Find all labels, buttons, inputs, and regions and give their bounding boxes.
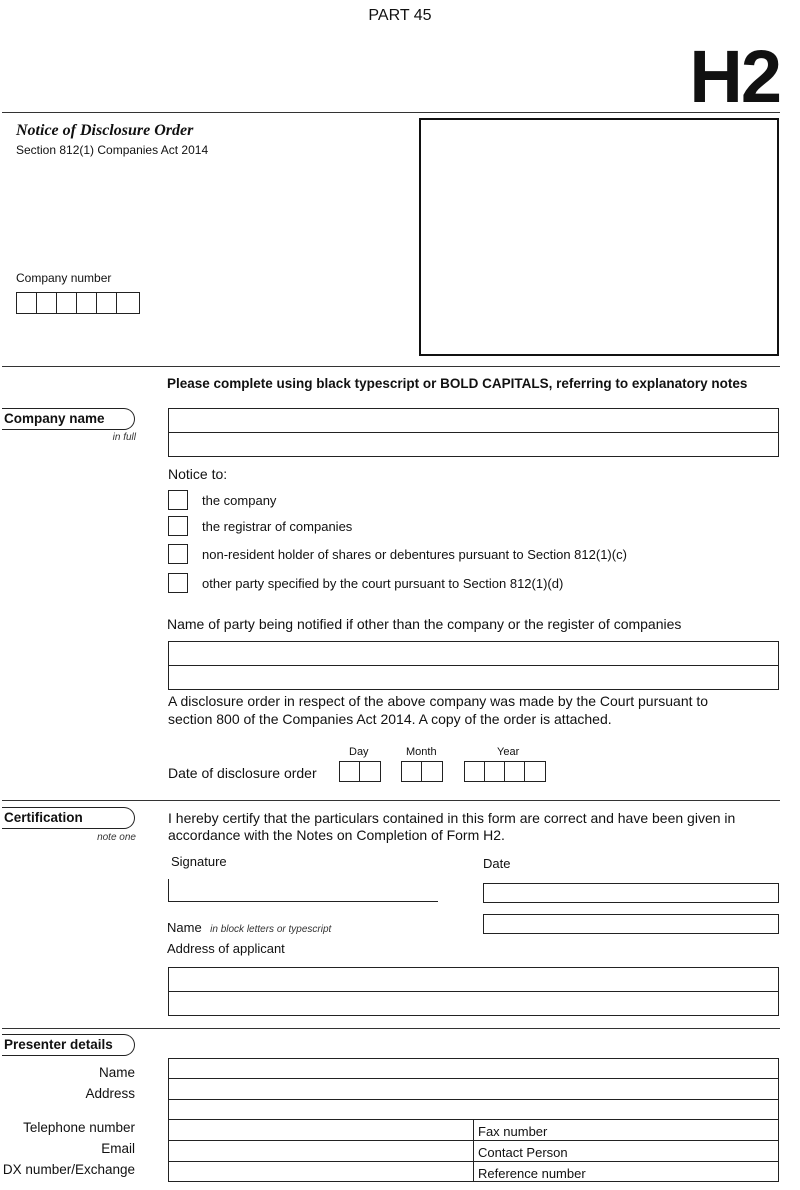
section-rule-3 [2, 1028, 780, 1029]
applicant-name-label: Name [167, 920, 202, 935]
party-name-field[interactable] [168, 641, 779, 690]
form-subtitle: Section 812(1) Companies Act 2014 [16, 143, 209, 157]
company-name-tab: Company name [2, 408, 135, 430]
instruction-text: Please complete using black typescript or BOLD CAPITALS, referring to explanatory notes [167, 376, 748, 391]
fax-number-label: Fax number [478, 1124, 548, 1139]
checkbox-the-company[interactable] [168, 490, 188, 510]
presenter-address-label: Address [85, 1086, 135, 1101]
company-number-label: Company number [16, 271, 112, 285]
office-use-box [419, 118, 779, 356]
presenter-telephone-label: Telephone number [23, 1120, 135, 1135]
section-rule-2 [2, 800, 780, 801]
company-name-field[interactable] [168, 408, 779, 457]
presenter-table [168, 1058, 779, 1182]
disclosure-month-field[interactable] [401, 761, 443, 782]
fax-number-field[interactable] [474, 1120, 778, 1141]
day-label: Day [349, 746, 369, 758]
option-the-company: the company [202, 493, 277, 508]
certification-date-field[interactable] [483, 883, 779, 903]
form-title: Notice of Disclosure Order [16, 122, 194, 139]
certification-date-label: Date [483, 856, 511, 871]
company-number-field[interactable] [16, 292, 140, 314]
form-code: H2 [689, 35, 780, 118]
presenter-name-label: Name [98, 1065, 135, 1080]
section-rule-1 [2, 366, 780, 367]
presenter-email-label: Email [101, 1141, 135, 1156]
presenter-address-field-2[interactable] [169, 1100, 778, 1120]
signature-field[interactable] [168, 879, 438, 902]
presenter-name-field[interactable] [169, 1059, 778, 1079]
disclosure-year-field[interactable] [464, 761, 546, 782]
company-name-note: in full [112, 432, 136, 443]
month-label: Month [406, 746, 437, 758]
option-registrar: the registrar of companies [202, 519, 353, 534]
signature-label: Signature [171, 854, 227, 869]
presenter-email-field[interactable] [169, 1141, 474, 1162]
presenter-address-field-1[interactable] [169, 1079, 778, 1100]
name-label-group [167, 919, 331, 937]
certification-tab: Certification [2, 807, 135, 829]
disclosure-statement-line2: section 800 of the Companies Act 2014. A copy of the order is attached. [168, 711, 612, 727]
contact-person-label: Contact Person [478, 1145, 568, 1160]
notice-to-label: Notice to: [168, 466, 228, 482]
year-label: Year [497, 746, 520, 758]
disclosure-day-field[interactable] [339, 761, 381, 782]
certification-note: note one [97, 832, 136, 843]
checkbox-registrar[interactable] [168, 516, 188, 536]
presenter-telephone-field[interactable] [169, 1120, 474, 1141]
contact-person-field[interactable] [474, 1141, 778, 1162]
applicant-name-hint: in block letters or typescript [210, 924, 332, 935]
presenter-dx-label: DX number/Exchange [2, 1162, 135, 1177]
applicant-address-label: Address of applicant [167, 941, 285, 956]
certification-statement-line2: accordance with the Notes on Completion of Form H2. [168, 827, 505, 843]
applicant-name-field[interactable] [483, 914, 779, 934]
checkbox-other-party[interactable] [168, 573, 188, 593]
certification-statement-line1: I hereby certify that the particulars contained in this form are correct and have been given in [168, 810, 736, 826]
reference-number-label: Reference number [478, 1166, 586, 1181]
reference-number-field[interactable] [474, 1162, 778, 1181]
option-non-resident-holder: non-resident holder of shares or debentures pursuant to Section 812(1)(c) [202, 547, 627, 562]
part-label: PART 45 [368, 7, 432, 24]
top-rule [2, 112, 780, 113]
checkbox-non-resident-holder[interactable] [168, 544, 188, 564]
presenter-dx-field[interactable] [169, 1162, 474, 1181]
option-other-party: other party specified by the court pursuant to Section 812(1)(d) [202, 576, 564, 591]
presenter-details-tab: Presenter details [2, 1034, 135, 1056]
applicant-address-field[interactable] [168, 967, 779, 1016]
party-name-label: Name of party being notified if other than the company or the register of companies [167, 616, 682, 632]
disclosure-statement-line1: A disclosure order in respect of the above company was made by the Court pursuant to [168, 693, 709, 709]
disclosure-date-label: Date of disclosure order [168, 765, 317, 781]
